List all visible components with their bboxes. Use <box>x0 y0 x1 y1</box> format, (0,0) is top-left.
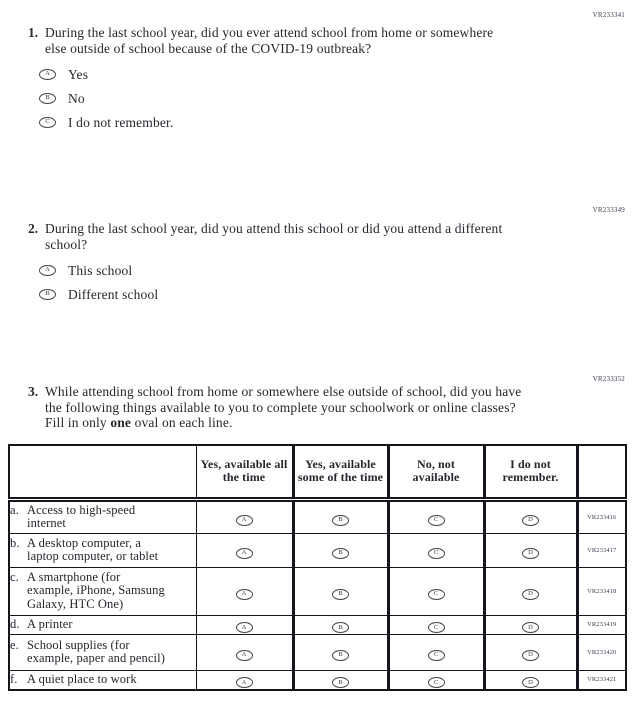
oval-letter: C <box>433 516 439 523</box>
row-letter: f. <box>10 671 18 686</box>
question-text-line: else outside of school because of the COVID-19 outbreak? <box>45 40 372 56</box>
answer-oval-c[interactable] <box>428 589 445 600</box>
empty-corner-header <box>9 445 196 499</box>
answer-oval-c[interactable] <box>428 650 445 661</box>
table-row-d <box>9 615 626 634</box>
oval-letter: D <box>528 678 533 686</box>
answer-cell <box>293 634 388 670</box>
answer-oval-d[interactable] <box>522 650 539 661</box>
question-text-line: During the last school year, did you ever attend school from home or somewhere <box>45 25 494 40</box>
table-row-e <box>9 634 626 670</box>
oval-letter: D <box>528 623 533 631</box>
oval-letter: B <box>338 678 343 686</box>
oval-letter: B <box>338 516 343 523</box>
oval-letter: A <box>45 266 50 274</box>
table-header-row <box>9 445 626 499</box>
vr-column-header <box>577 445 626 499</box>
answer-oval-b[interactable] <box>332 677 349 688</box>
oval-letter: A <box>241 623 247 631</box>
row-letter: a. <box>10 502 19 517</box>
table-row-a <box>9 499 626 533</box>
vr-code-row-b: VR233417 <box>577 533 626 567</box>
instruction-suffix: oval on each line. <box>134 415 233 430</box>
answer-oval-b[interactable] <box>332 548 349 559</box>
oval-letter: A <box>241 516 247 523</box>
answer-oval-b[interactable] <box>332 622 349 633</box>
row-letter: d. <box>10 616 20 631</box>
answer-oval-c[interactable] <box>428 515 445 526</box>
answer-cell <box>484 533 577 567</box>
answer-oval-b[interactable] <box>39 93 56 104</box>
oval-letter: A <box>241 549 247 556</box>
row-label-text: School supplies (for example, paper and pencil) <box>27 637 165 665</box>
oval-letter: D <box>528 549 533 556</box>
availability-table <box>8 444 627 691</box>
oval-letter: D <box>528 651 533 658</box>
question-text-line: school? <box>45 236 88 252</box>
row-label-cell <box>9 533 196 567</box>
table-row-b <box>9 533 626 567</box>
answer-cell <box>484 499 577 533</box>
answer-cell <box>388 533 484 567</box>
option-row-no <box>39 91 603 106</box>
question-2-options <box>39 263 603 302</box>
question-text-line: While attending school from home or somewhere else outside of school, did you have <box>45 384 522 399</box>
table-row-f <box>9 670 626 690</box>
option-row-yes <box>39 67 603 82</box>
question-2 <box>28 221 603 311</box>
vr-code-row-c: VR233418 <box>577 567 626 615</box>
row-label-cell <box>9 670 196 690</box>
answer-cell <box>388 634 484 670</box>
question-text-line: the following things available to you to complete your schoolwork or online classes? <box>45 399 516 415</box>
answer-oval-a[interactable] <box>39 265 56 276</box>
row-letter: b. <box>10 535 20 550</box>
oval-letter: D <box>528 590 533 597</box>
answer-oval-c[interactable] <box>428 548 445 559</box>
oval-letter: B <box>338 590 343 597</box>
oval-letter: C <box>433 549 439 556</box>
answer-cell <box>484 670 577 690</box>
answer-oval-a[interactable] <box>236 622 253 633</box>
answer-oval-a[interactable] <box>236 548 253 559</box>
option-label: This school <box>68 262 133 278</box>
oval-letter: C <box>433 590 439 597</box>
row-letter: e. <box>10 637 19 652</box>
answer-cell <box>196 670 293 690</box>
answer-oval-b[interactable] <box>39 289 56 300</box>
answer-oval-b[interactable] <box>332 650 349 661</box>
answer-cell <box>388 567 484 615</box>
question-2-stem <box>28 221 603 252</box>
oval-letter: B <box>338 651 343 658</box>
option-label: I do not remember. <box>68 114 174 130</box>
answer-cell <box>196 499 293 533</box>
answer-oval-a[interactable] <box>236 589 253 600</box>
instruction-prefix: Fill in only <box>45 415 107 430</box>
question-1-text <box>45 25 493 56</box>
col-header-yes-some-of-the-time: Yes, available some of the time <box>293 445 388 499</box>
answer-oval-a[interactable] <box>236 677 253 688</box>
answer-oval-d[interactable] <box>522 589 539 600</box>
answer-oval-a[interactable] <box>236 650 253 661</box>
answer-cell <box>484 615 577 634</box>
answer-cell <box>293 615 388 634</box>
answer-cell <box>293 533 388 567</box>
answer-oval-a[interactable] <box>236 515 253 526</box>
answer-cell <box>196 567 293 615</box>
col-header-no-not-available: No, not available <box>388 445 484 499</box>
row-label-text: A printer <box>27 616 73 631</box>
question-1-options <box>39 67 603 130</box>
vr-code-row-f: VR233421 <box>577 670 626 690</box>
option-label: Different school <box>68 286 159 302</box>
option-row-this-school <box>39 263 603 278</box>
row-label-text: A quiet place to work <box>27 671 137 686</box>
answer-cell <box>293 499 388 533</box>
oval-letter: A <box>241 678 247 686</box>
answer-oval-a[interactable] <box>39 69 56 80</box>
vr-code-question-3: VR233352 <box>592 375 625 383</box>
question-3-stem <box>28 384 603 431</box>
vr-code-row-d: VR233419 <box>577 615 626 634</box>
question-1 <box>28 25 603 139</box>
table-row-c <box>9 567 626 615</box>
question-text-line: During the last school year, did you attend this school or did you attend a different <box>45 221 503 236</box>
option-row-different-school <box>39 287 603 302</box>
answer-cell <box>196 615 293 634</box>
vr-code-question-2: VR233349 <box>592 206 625 214</box>
vr-code-row-e: VR233420 <box>577 634 626 670</box>
question-1-number: 1. <box>28 25 39 40</box>
question-3-text <box>45 384 521 431</box>
vr-code-row-a: VR233416 <box>577 499 626 533</box>
question-1-stem <box>28 25 603 56</box>
col-header-yes-all-the-time: Yes, available all the time <box>196 445 293 499</box>
row-label-text: A smartphone (for example, iPhone, Samsung Galaxy, HTC One) <box>27 569 165 611</box>
oval-letter: D <box>528 516 533 523</box>
answer-oval-d[interactable] <box>522 548 539 559</box>
answer-cell <box>293 670 388 690</box>
row-label-cell <box>9 634 196 670</box>
oval-letter: B <box>338 623 343 631</box>
question-2-text <box>45 221 502 252</box>
answer-oval-c[interactable] <box>428 622 445 633</box>
answer-oval-c[interactable] <box>39 117 56 128</box>
oval-letter: B <box>338 549 343 556</box>
answer-oval-b[interactable] <box>332 589 349 600</box>
answer-cell <box>196 634 293 670</box>
answer-cell <box>388 499 484 533</box>
answer-oval-d[interactable] <box>522 677 539 688</box>
oval-letter: B <box>45 290 50 298</box>
row-letter: c. <box>10 569 19 584</box>
answer-oval-d[interactable] <box>522 515 539 526</box>
row-label-cell <box>9 615 196 634</box>
oval-letter: A <box>241 590 247 597</box>
row-label-text: A desktop computer, a laptop computer, or tablet <box>27 535 159 563</box>
question-2-number: 2. <box>28 221 39 236</box>
vr-code-question-1: VR233341 <box>592 11 625 19</box>
oval-letter: B <box>45 94 50 102</box>
answer-cell <box>196 533 293 567</box>
row-label-cell <box>9 567 196 615</box>
oval-letter: C <box>433 623 439 631</box>
answer-cell <box>484 567 577 615</box>
question-3 <box>28 384 603 431</box>
row-label-cell <box>9 499 196 533</box>
answer-cell <box>388 615 484 634</box>
answer-cell <box>293 567 388 615</box>
col-header-i-do-not-remember: I do not remember. <box>484 445 577 499</box>
oval-letter: C <box>433 678 439 686</box>
instruction-bold-word: one <box>110 415 132 430</box>
answer-oval-b[interactable] <box>332 515 349 526</box>
oval-letter: C <box>433 651 439 658</box>
answer-oval-d[interactable] <box>522 622 539 633</box>
oval-letter: A <box>45 70 50 78</box>
option-label: Yes <box>68 66 89 82</box>
answer-cell <box>484 634 577 670</box>
option-label: No <box>68 90 85 106</box>
oval-letter: A <box>241 651 247 658</box>
answer-cell <box>388 670 484 690</box>
option-row-do-not-remember <box>39 115 603 130</box>
row-label-text: Access to high-speed internet <box>27 502 136 530</box>
question-instruction-line <box>45 415 521 431</box>
question-3-number: 3. <box>28 384 39 399</box>
answer-oval-c[interactable] <box>428 677 445 688</box>
oval-letter: C <box>45 118 50 126</box>
